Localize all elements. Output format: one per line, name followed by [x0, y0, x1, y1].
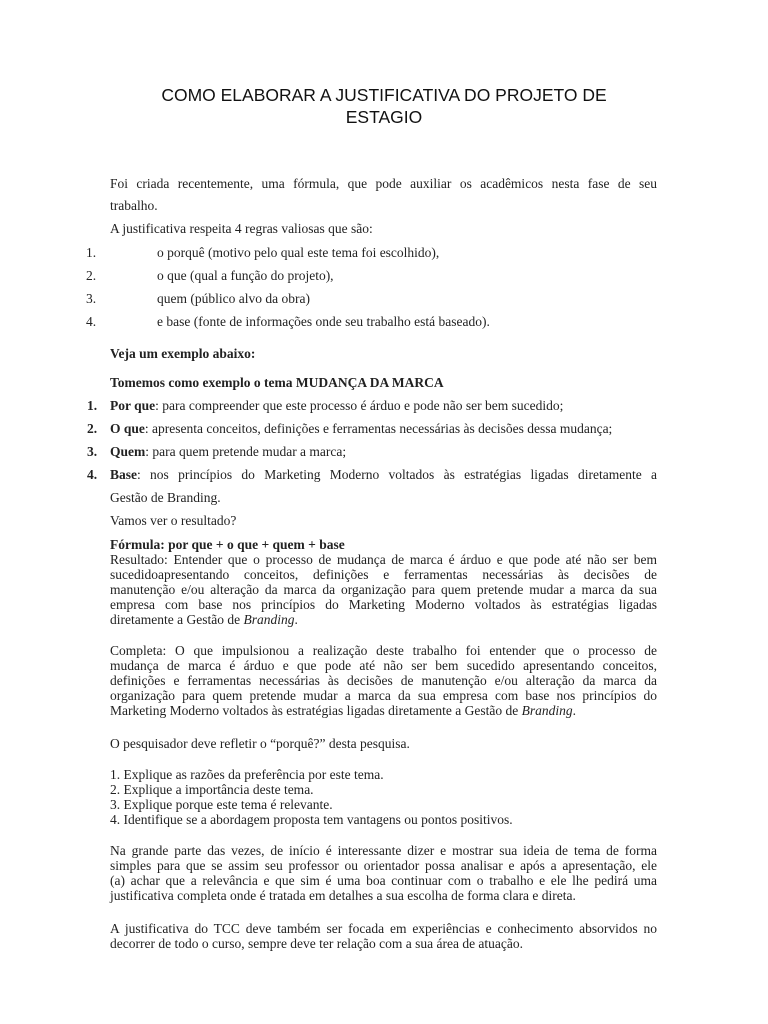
example-item [110, 398, 563, 414]
resultado-period: . [294, 612, 298, 627]
example-text: : para quem pretende mudar a marca; [145, 444, 347, 459]
intro-line-2: trabalho. [110, 198, 158, 213]
example-text: : apresenta conceitos, definições e ferramentas necessárias às decisões dessa mudança; [144, 421, 613, 436]
example-number: 1. [87, 398, 98, 413]
example-text: : para compreender que este processo é árduo e pode não ser bem sucedido; [155, 398, 564, 413]
intro-line-3: A justificativa respeita 4 regras valiosas que são: [110, 221, 373, 236]
resultado-line: manutenção e/ou alteração da marca da organização para quem pretende mudar a marca da sua [110, 582, 657, 597]
document-title [110, 84, 658, 128]
rule-number: 3. [86, 291, 97, 306]
theme-heading: Tomemos como exemplo o tema MUDANÇA DA MARCA [110, 375, 444, 390]
example-text: : nos princípios do Marketing Moderno voltados às estratégias ligadas diretamente a [137, 467, 657, 482]
paragraph-line: Na grande parte das vezes, de início é interessante dizer e mostrar sua ideia de tema de forma [110, 843, 657, 858]
paragraph-line: simples para que se assim seu professor ou orientador possa analisar e após a apresentação, ele [110, 858, 657, 873]
example-number: 4. [87, 467, 98, 482]
resultado-line: sucedidoapresentando conceitos, definições e ferramentas necessárias às decisões de [110, 567, 657, 582]
completa-line: definições e ferramentas necessárias às decisões de manutenção e/ou alteração da marca da [110, 673, 657, 688]
rule-number: 1. [86, 245, 97, 260]
rule-text: o porquê (motivo pelo qual este tema foi escolhido), [157, 245, 440, 260]
rule-number: 4. [86, 314, 97, 329]
rule-number: 2. [86, 268, 97, 283]
example-key: O que [110, 421, 145, 436]
completa-text: Marketing Moderno voltados às estratégias ligadas diretamente a Gestão de [110, 703, 522, 718]
paragraph-line: (a) achar que a relevância e que sim é uma boa continuar com o trabalho e ele lhe pedirá uma [110, 873, 657, 888]
checklist-item: 2. Explique a importância deste tema. [110, 782, 314, 797]
completa-line-last [110, 703, 657, 718]
title-line-2: ESTAGIO [345, 107, 423, 127]
rule-text: quem (público alvo da obra) [157, 291, 310, 306]
resultado-paragraph [110, 552, 657, 627]
completa-paragraph [110, 643, 657, 718]
example-key: Por que [110, 398, 156, 413]
resultado-text: diretamente a Gestão de [110, 612, 244, 627]
checklist-item: 4. Identifique se a abordagem proposta tem vantagens ou pontos positivos. [110, 812, 513, 827]
example-number: 3. [87, 444, 98, 459]
checklist-item: 1. Explique as razões da preferência por este tema. [110, 767, 384, 782]
body-paragraph-2 [110, 921, 657, 951]
formula-line: Fórmula: por que + o que + quem + base [110, 537, 345, 552]
paragraph-line-last: justificativa completa onde é tratada em detalhes a sua escolha de forma clara e direta. [110, 888, 576, 903]
title-line-1: COMO ELABORAR A JUSTIFICATIVA DO PROJETO DE [161, 85, 607, 105]
paragraph-line: A justificativa do TCC deve também ser focada em experiências e conhecimento absorvidos no [110, 921, 657, 936]
checklist [110, 767, 657, 827]
completa-line: mudança de marca é árduo e que pode até não ser bem sucedido apresentando conceitos, [110, 658, 657, 673]
researcher-note: O pesquisador deve refletir o “porquê?” desta pesquisa. [110, 736, 410, 751]
resultado-line: empresa com base nos princípios do Marketing Moderno voltados às estratégias ligadas [110, 597, 657, 612]
paragraph-line-last: decorrer de todo o curso, sempre deve ter relação com a sua área de atuação. [110, 936, 524, 951]
example-key: Quem [110, 444, 146, 459]
body-paragraph-1 [110, 843, 657, 903]
rule-text: o que (qual a função do projeto), [157, 268, 334, 283]
checklist-item: 3. Explique porque este tema é relevante. [110, 797, 333, 812]
completa-line: Completa: O que impulsionou a realização deste trabalho foi entender que o processo de [110, 643, 657, 658]
completa-line: organização para quem pretende mudar a marca da sua empresa com base nos princípios do [110, 688, 657, 703]
rule-text: e base (fonte de informações onde seu trabalho está baseado). [157, 314, 490, 329]
completa-period: . [572, 703, 577, 718]
example-number: 2. [87, 421, 98, 436]
resultado-line: Resultado: Entender que o processo de mudança de marca é árduo e que pode até não ser bem [110, 552, 657, 567]
example-item [110, 467, 657, 483]
branding-italic: Branding [243, 612, 295, 627]
intro-line-1: Foi criada recentemente, uma fórmula, que pode auxiliar os acadêmicos nesta fase de seu [110, 176, 657, 191]
example-item [110, 421, 612, 437]
branding-italic: Branding [521, 703, 573, 718]
result-prompt: Vamos ver o resultado? [110, 513, 237, 528]
resultado-line-last [110, 612, 657, 627]
example-key: Base [110, 467, 137, 482]
example-item [110, 444, 346, 460]
example-item-continuation: Gestão de Branding. [110, 490, 221, 505]
example-heading: Veja um exemplo abaixo: [110, 346, 256, 361]
